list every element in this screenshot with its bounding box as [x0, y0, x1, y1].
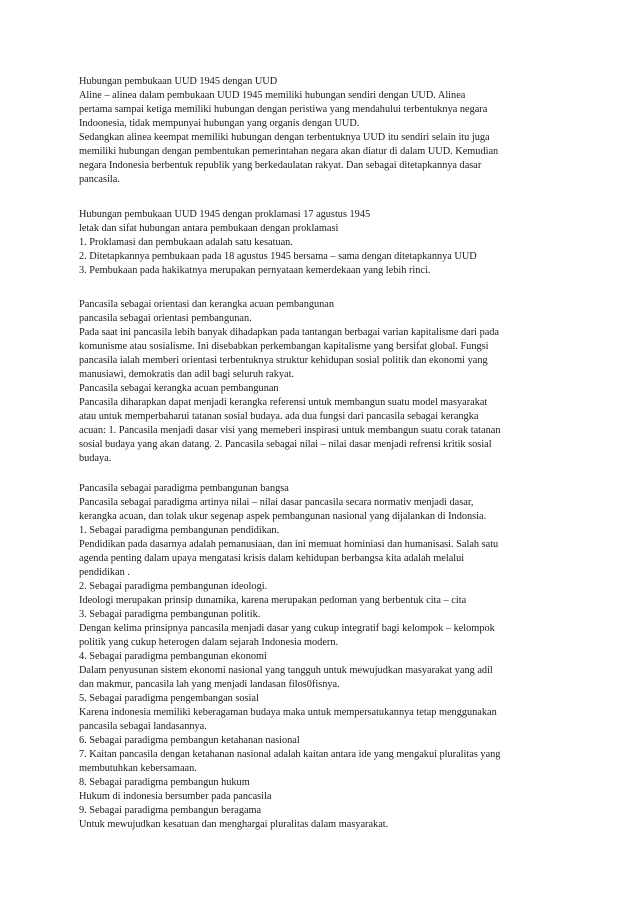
text-line: kerangka acuan, dan tolak ukur segenap aspek pembangunan nasional yang dijalankan di Indonsia. [79, 511, 487, 522]
text-line: 3. Sebagai paradigma pembangunan politik. [79, 609, 261, 620]
text-line: Hubungan pembukaan UUD 1945 dengan UUD [79, 76, 278, 87]
text-line: komunisme atau sosialisme. Ini disebabkan perkembangan kapitalisme yang bersifat global. Fungsi [79, 341, 489, 352]
text-line: pancasila. [79, 174, 120, 185]
text-line: Aline – alinea dalam pembukaan UUD 1945 memiliki hubungan sendiri dengan UUD. Alinea [79, 90, 466, 101]
text-line: Pancasila sebagai paradigma artinya nilai – nilai dasar pancasila secara normativ menjadi dasar, [79, 497, 474, 508]
text-line: letak dan sifat hubungan antara pembukaan dengan proklamasi [79, 223, 339, 234]
text-line: 2. Sebagai paradigma pembangunan ideologi. [79, 581, 268, 592]
text-line: pancasila sebagai landasannya. [79, 721, 207, 732]
text-line: pertama sampai ketiga memiliki hubungan dengan peristiwa yang mendahului terbentuknya negara [79, 104, 488, 115]
text-line: 9. Sebagai paradigma pembangun beragama [79, 805, 262, 816]
text-line: Hukum di indonesia bersumber pada pancasila [79, 791, 272, 802]
text-line: Pancasila sebagai paradigma pembangunan bangsa [79, 483, 289, 494]
text-line: Pancasila sebagai kerangka acuan pembangunan [79, 383, 279, 394]
text-line: Dengan kelima prinsipnya pancasila menjadi dasar yang cukup integratif bagi kelompok – kelompok [79, 623, 495, 634]
text-line: 8. Sebagai paradigma pembangun hukum [79, 777, 250, 788]
text-line: Karena indonesia memiliki keberagaman budaya maka untuk mempersatukannya tetap menggunakan [79, 707, 497, 718]
text-line: Untuk mewujudkan kesatuan dan menghargai pluralitas dalam masyarakat. [79, 819, 389, 830]
text-line: 1. Proklamasi dan pembukaan adalah satu kesatuan. [79, 237, 293, 248]
text-line: Dalam penyusunan sistem ekonomi nasional yang tangguh untuk mewujudkan masyarakat yang adil [79, 665, 493, 676]
text-line: Ideologi merupakan prinsip dunamika, karena merupakan pedoman yang berbentuk cita – cita [79, 595, 467, 606]
text-line: 4. Sebagai paradigma pembangunan ekonomi [79, 651, 267, 662]
text-line: Pendidikan pada dasarnya adalah pemanusiaan, dan ini memuat hominiasi dan humanisasi. Salah satu [79, 539, 499, 550]
text-line: 1. Sebagai paradigma pembangunan pendidikan. [79, 525, 280, 536]
text-line: acuan: 1. Pancasila menjadi dasar visi yang memeberi inspirasi untuk membangun suatu corak tatanan [79, 425, 501, 436]
text-line: Pancasila sebagai orientasi dan kerangka acuan pembangunan [79, 299, 335, 310]
text-line: agenda penting dalam upaya mengatasi krisis dalam kehidupan berbangsa kita adalah melalui [79, 553, 465, 564]
text-line: sosial budaya yang akan datang. 2. Pancasila sebagai nilai – nilai dasar menjadi refrensi kritik sosial [79, 439, 492, 450]
text-line: Sedangkan alinea keempat memiliki hubungan dengan terbentuknya UUD itu sendiri selain itu juga [79, 132, 490, 143]
text-line: pancasila sebagai orientasi pembangunan. [79, 313, 252, 324]
text-line: budaya. [79, 453, 112, 464]
text-line: Hubungan pembukaan UUD 1945 dengan proklamasi 17 agustus 1945 [79, 209, 371, 220]
text-line: politik yang cukup heterogen dalam sejarah Indonesia modern. [79, 637, 339, 648]
text-line: pancasila ialah memberi orientasi terbentuknya struktur kehidupan sosial politik dan ekonomi yang [79, 355, 488, 366]
text-line: membutuhkan kebersamaan. [79, 763, 197, 774]
text-line: 5. Sebagai paradigma pengembangan sosial [79, 693, 259, 704]
text-line: 3. Pembukaan pada hakikatnya merupakan pernyataan kemerdekaan yang lebih rinci. [79, 265, 431, 276]
text-line: 6. Sebagai paradigma pembangun ketahanan nasional [79, 735, 300, 746]
text-line: atau untuk memperbaharui tatanan sosial budaya. ada dua fungsi dari pancasila sebagai kerangka [79, 411, 479, 422]
text-line: manusiawi, demokratis dan adil bagi seluruh rakyat. [79, 369, 295, 380]
text-line: Pada saat ini pancasila lebih banyak dihadapkan pada tantangan berbagai varian kapitalisme dari pada [79, 327, 500, 338]
text-line: 2. Ditetapkannya pembukaan pada 18 agustus 1945 bersama – sama dengan ditetapkannya UUD [79, 251, 477, 262]
text-line: negara Indonesia berbentuk republik yang berkedaulatan rakyat. Dan sebagai ditetapkannya dasar [79, 160, 482, 171]
text-line: pendidikan . [79, 567, 130, 578]
text-line: 7. Kaitan pancasila dengan ketahanan nasional adalah kaitan antara ide yang mengakui pluralitas yang [79, 749, 501, 760]
text-line: dan makmur, pancasila lah yang menjadi landasan filos0fisnya. [79, 679, 340, 690]
text-line: Pancasila diharapkan dapat menjadi kerangka referensi untuk membangun suatu model masyarakat [79, 397, 488, 408]
text-line: memiliki hubungan dengan pembentukan pemerintahan negara akan diatur di dalam UUD. Kemudian [79, 146, 499, 157]
text-line: Indoonesia, tidak mempunyai hubungan yang organis dengan UUD. [79, 118, 360, 129]
